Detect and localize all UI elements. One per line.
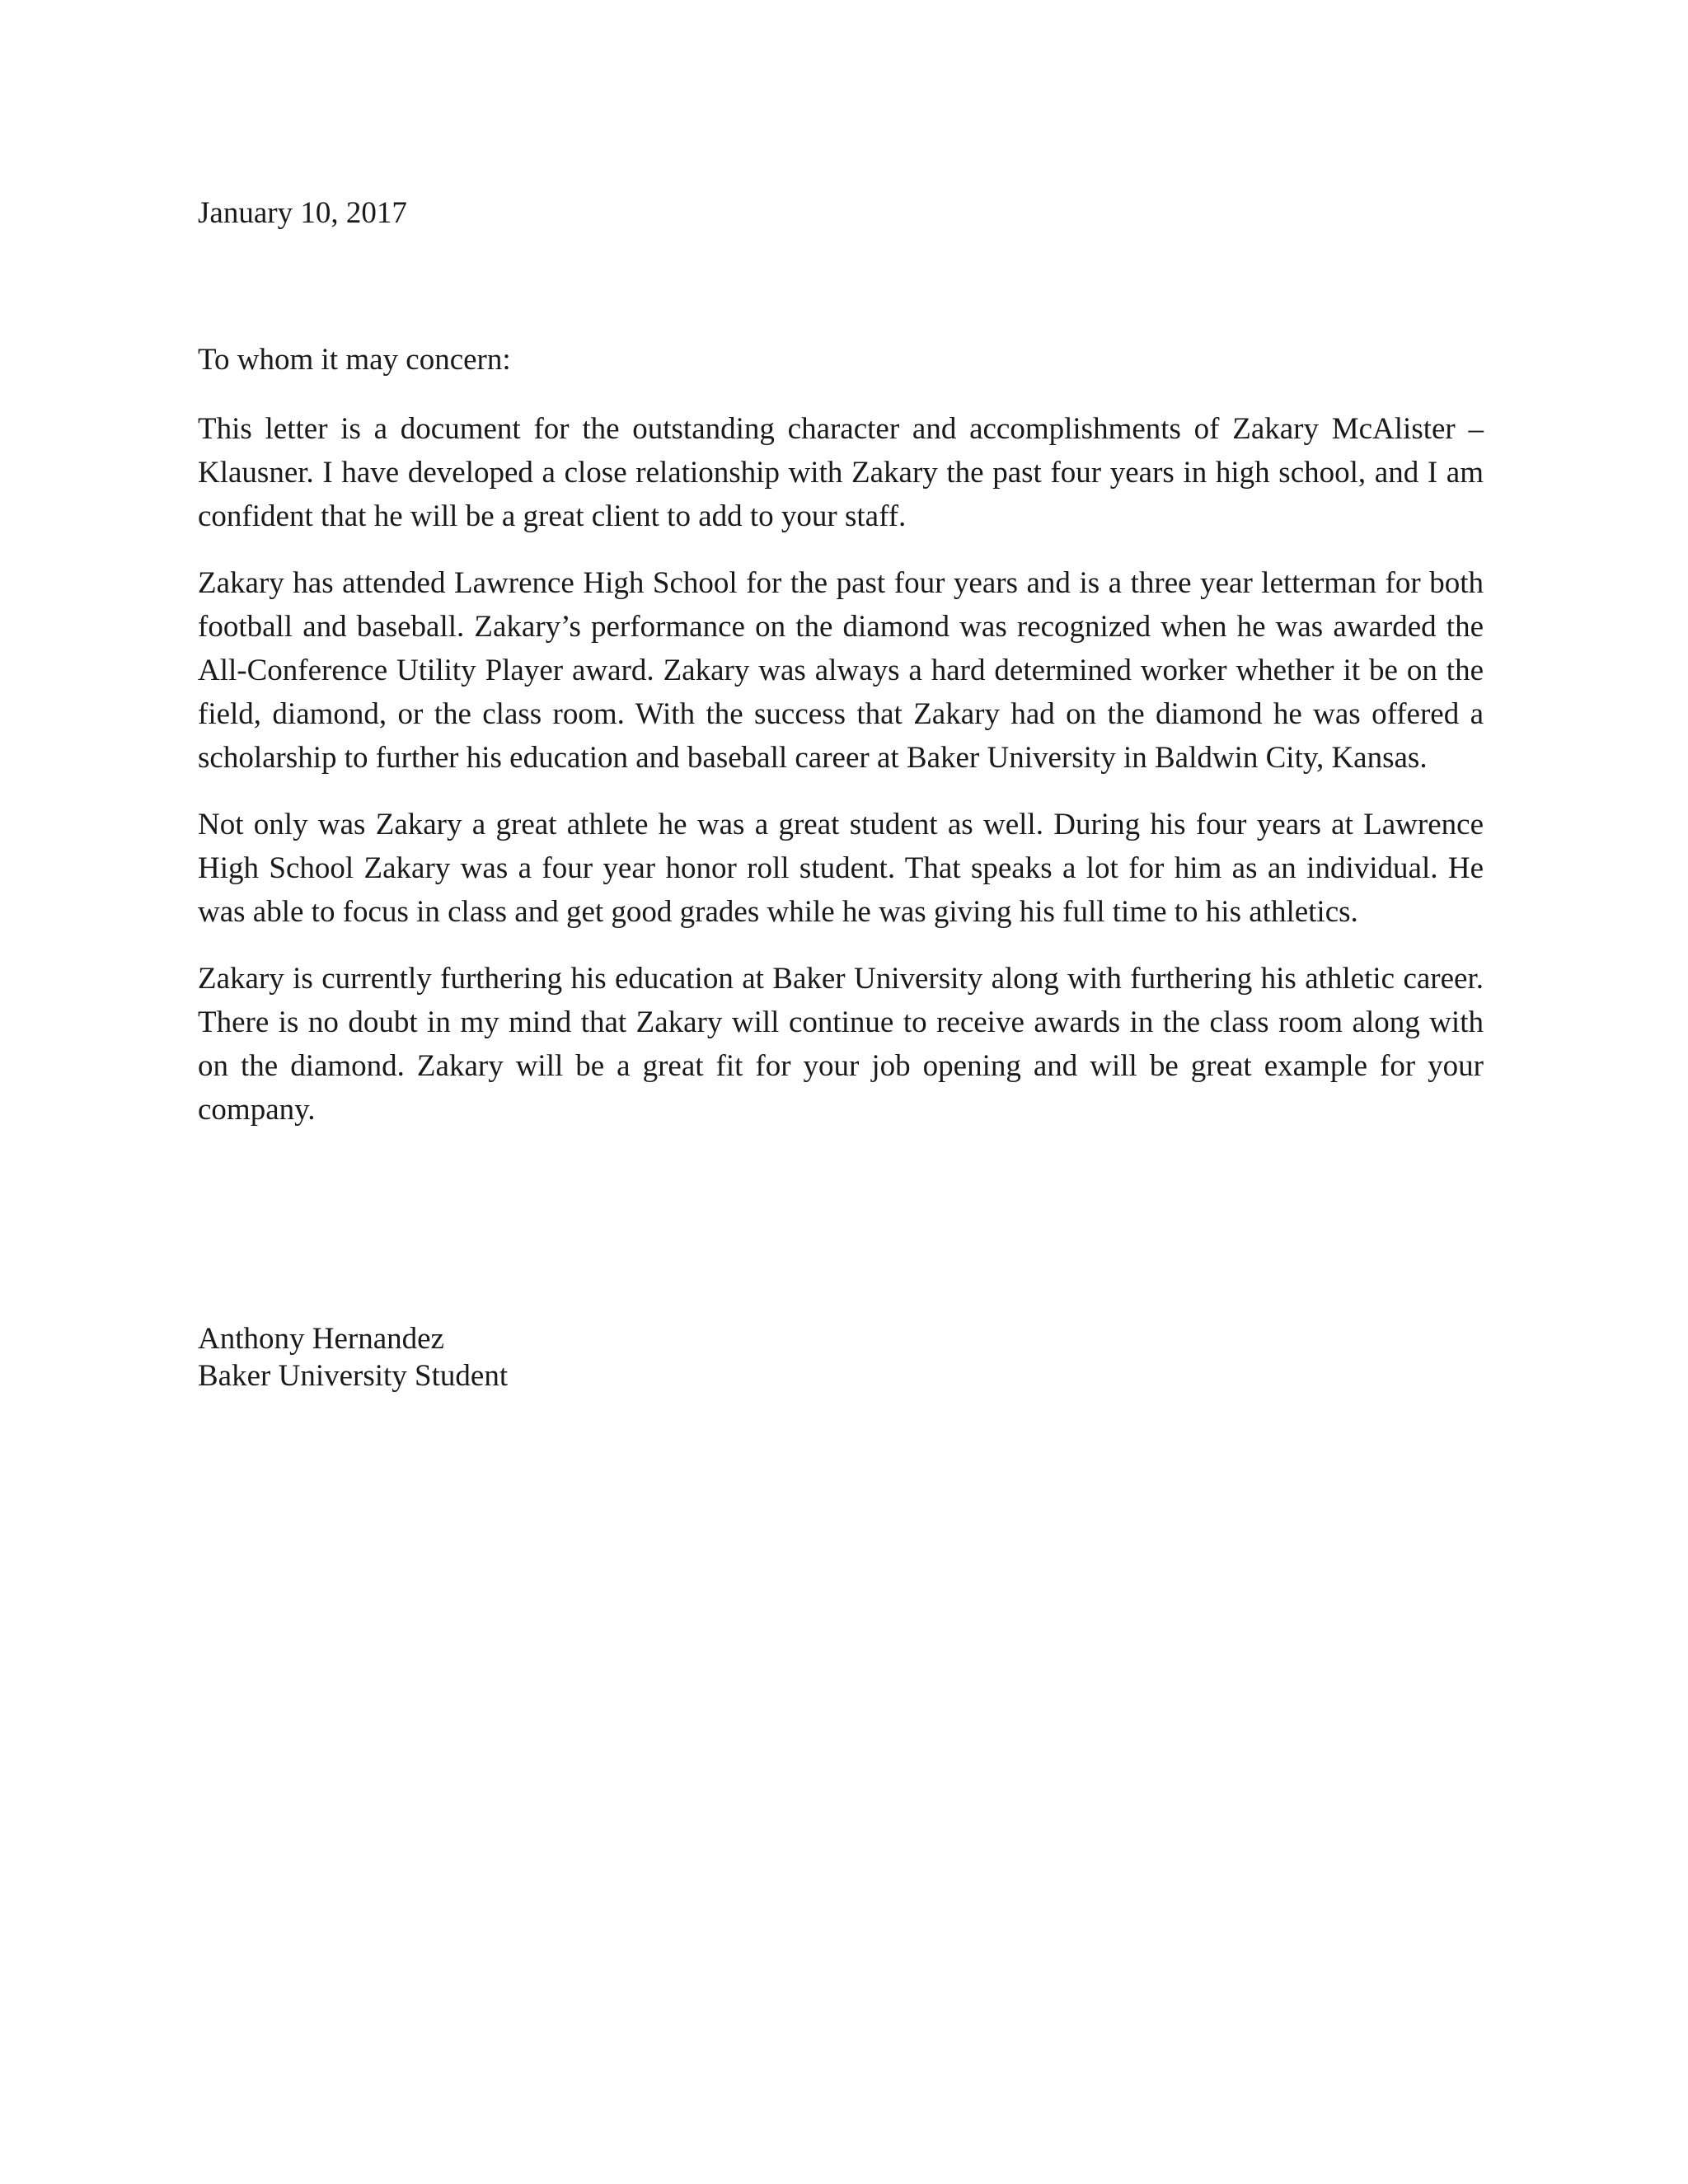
signature-title: Baker University Student	[198, 1359, 509, 1393]
paragraph-athletics: Zakary has attended Lawrence High School for the past four years and is a three year letterman for both football and baseball. Zakary’s performance on the diamond was recognized when he was awarded the All-Conference Utility Player award. Zakary was always a hard determined worker whether it be on the field, diamond, or the class room. With the success that Zakary had on the diamond he was offered a scholarship to further his education and baseball career at Baker University in Baldwin City, Kansas.	[198, 566, 1484, 775]
letter-paragraphs	[198, 407, 1484, 1155]
letter-salutation: To whom it may concern:	[198, 343, 511, 377]
signature-name: Anthony Hernandez	[198, 1322, 444, 1356]
paragraph-intro: This letter is a document for the outstanding character and accomplishments of Zakary McAlister – Klausner. I have developed a close relationship with Zakary the past four years in high school, and I am confident that he will be a great client to add to your staff.	[198, 412, 1484, 533]
letter-body	[198, 191, 1484, 1393]
paragraph-closing: Zakary is currently furthering his education at Baker University along with furthering his athletic career. There is no doubt in my mind that Zakary will continue to receive awards in the class room along with on the diamond. Zakary will be a great fit for your job opening and will be great example for your company.	[198, 962, 1484, 1127]
paragraph-academics: Not only was Zakary a great athlete he was a great student as well. During his four years at Lawrence High School Zakary was a four year honor roll student. That speaks a lot for him as an individual. He was able to focus in class and get good grades while he was giving his full time to his athletics.	[198, 808, 1484, 929]
signature-block	[198, 1320, 508, 1394]
letter-date: January 10, 2017	[198, 196, 407, 230]
